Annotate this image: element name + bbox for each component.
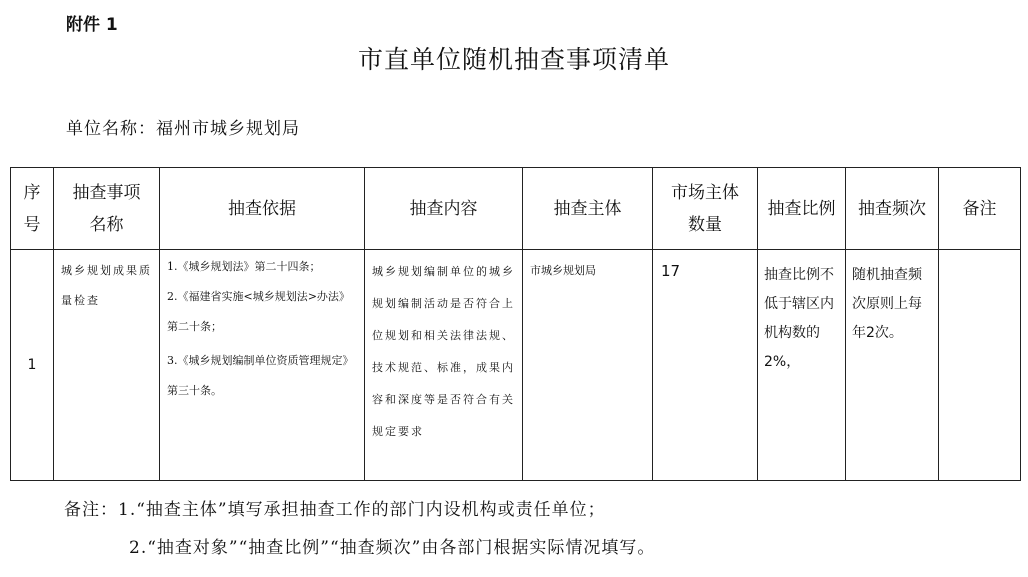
cell-frequency bbox=[846, 250, 939, 481]
header-basis: 抽查依据 bbox=[160, 168, 365, 250]
page-title: 市直单位随机抽查事项清单 bbox=[357, 45, 670, 74]
header-item-line2: 名称 bbox=[89, 214, 124, 235]
header-ratio: 抽查比例 bbox=[758, 168, 846, 250]
header-count-line1: 市场主体 bbox=[671, 182, 739, 203]
header-seq-line1: 序 bbox=[23, 182, 41, 203]
cell-subject-text: 市城乡规划局 bbox=[530, 264, 596, 277]
table-header-row bbox=[11, 168, 1021, 250]
basis-item-1: 1.《城乡规划法》第二十四条； bbox=[167, 260, 321, 273]
attachment-label: 附件 1 bbox=[66, 15, 118, 35]
cell-basis-text bbox=[160, 250, 364, 406]
header-seq bbox=[11, 168, 54, 250]
cell-ratio bbox=[758, 250, 846, 481]
header-remark: 备注 bbox=[939, 168, 1021, 250]
cell-frequency-text: 随机抽查频次原则上每年2次。 bbox=[852, 267, 922, 341]
cell-seq: 1 bbox=[11, 250, 54, 481]
cell-content-text: 城乡规划编制单位的城乡规划编制活动是否符合上位规划和相关法律法规、技术规范、标准，成果内容和深度等是否符合有关规定要求 bbox=[372, 265, 515, 438]
header-item bbox=[54, 168, 160, 250]
header-subject: 抽查主体 bbox=[523, 168, 653, 250]
header-count-line2: 数量 bbox=[688, 214, 722, 235]
header-frequency: 抽查频次 bbox=[846, 168, 939, 250]
basis-item-3: 3.《城乡规划编制单位资质管理规定》第三十条。 bbox=[167, 354, 354, 397]
cell-basis bbox=[160, 250, 365, 481]
header-content: 抽查内容 bbox=[365, 168, 523, 250]
table-row bbox=[11, 250, 1021, 481]
unit-name: 单位名称：福州市城乡规划局 bbox=[66, 119, 300, 139]
cell-content bbox=[365, 250, 523, 481]
header-item-line1: 抽查事项 bbox=[72, 182, 141, 203]
cell-remark bbox=[939, 250, 1021, 481]
note-line-2: 2.“抽查对象”“抽查比例”“抽查频次”由各部门根据实际情况填写。 bbox=[129, 538, 656, 558]
header-count bbox=[653, 168, 758, 250]
cell-subject bbox=[523, 250, 653, 481]
basis-item-2: 2.《福建省实施<城乡规划法>办法》第二十条； bbox=[167, 290, 350, 333]
cell-count-text: 17 bbox=[661, 262, 681, 280]
cell-ratio-text: 抽查比例不低于辖区内机构数的2%， bbox=[764, 267, 834, 370]
header-seq-line2: 号 bbox=[23, 214, 41, 235]
cell-count bbox=[653, 250, 758, 481]
cell-item-text: 城乡规划成果质量检查 bbox=[61, 264, 152, 307]
note-line-1: 备注：1.“抽查主体”填写承担抽查工作的部门内设机构或责任单位； bbox=[64, 500, 606, 520]
inspection-table bbox=[10, 167, 1021, 481]
cell-item bbox=[54, 250, 160, 481]
